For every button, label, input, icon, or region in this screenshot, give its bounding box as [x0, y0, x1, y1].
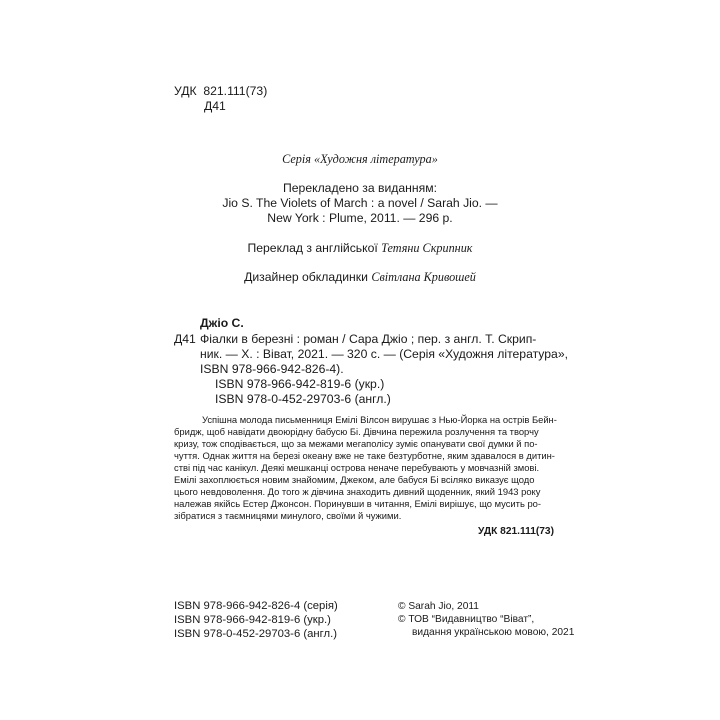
- series-line: [176, 152, 544, 167]
- translation-source-line: Перекладено за виданням:: [283, 181, 437, 195]
- catalog-mark: Д41: [174, 332, 196, 346]
- translation-source-line: New York : Plume, 2011. — 296 p.: [267, 211, 453, 225]
- catalog-description: [200, 332, 568, 407]
- annotation-udk: УДК 821.111(73): [478, 526, 554, 537]
- catalog-author: Джіо С.: [200, 316, 244, 330]
- annotation: [174, 414, 557, 522]
- series-name: «Художня література»: [313, 152, 438, 166]
- annotation-line: належав якійсь Естер Джонсон. Поринувши в читання, Емілі вирішує, що мусить ро-: [174, 498, 542, 509]
- copyright-line: © Sarah Jio, 2011: [398, 601, 479, 612]
- translation-source: [176, 181, 544, 226]
- bottom-isbn: ISBN 978-0-452-29703-6 (англ.): [174, 628, 338, 640]
- designer-line: [176, 270, 544, 285]
- annotation-line: кризу, тож сподівається, що за межами мегаполісу зуміє опанувати свої думки й по-: [174, 438, 538, 449]
- udk-code: 821.111(73): [203, 84, 268, 98]
- catalog-line: ISBN 978-966-942-826-4).: [200, 362, 344, 376]
- annotation-line: бридж, щоб навідати двоюрідну бабусю Бі. Дівчина пережила розлучення та творчу: [174, 426, 539, 437]
- annotation-line: чуття. Однак життя на березі океану вже не таке безтурботне, яким здавалося в дитин-: [174, 450, 555, 461]
- translation-source-line: Jio S. The Violets of March : a novel / Sarah Jio. —: [222, 196, 498, 210]
- designer-name: Світлана Кривошей: [371, 270, 476, 284]
- catalog-line: ник. — Х. : Віват, 2021. — 320 с. — (Серія «Художня література»,: [200, 347, 568, 361]
- annotation-line: стві під час канікул. Деякі мешканці острова неначе перебувають у мовчазній змові.: [174, 462, 540, 473]
- bottom-isbn: ISBN 978-966-942-819-6 (укр.): [174, 614, 331, 626]
- bottom-isbn-block: [174, 599, 338, 641]
- translator-line: [176, 241, 544, 256]
- udk-label: УДК: [174, 84, 197, 98]
- udk-author-mark: Д41: [204, 99, 226, 113]
- copyright-line: © ТОВ “Видавництво “Віват”,: [398, 613, 535, 625]
- udk-header: [174, 84, 267, 99]
- catalog-isbn: ISBN 978-966-942-819-6 (укр.): [215, 377, 385, 391]
- annotation-line: Успішна молода письменниця Емілі Вілсон вирушає з Нью-Йорка на острів Бейн-: [202, 414, 557, 425]
- catalog-line: Фіалки в березні : роман / Сара Джіо ; пер. з англ. Т. Скрип-: [200, 332, 537, 346]
- catalog-isbn: ISBN 978-0-452-29703-6 (англ.): [215, 392, 391, 406]
- annotation-line: Емілі захоплюється новим знайомим, Джеком, але бабуся Бі всіляко виказує щодо: [174, 474, 535, 485]
- bottom-isbn: ISBN 978-966-942-826-4 (серія): [174, 600, 338, 612]
- copyright-line: видання українською мовою, 2021: [412, 626, 575, 638]
- annotation-line: зібратися з таємницями минулого, своїми й чужими.: [174, 510, 402, 521]
- designer-prefix: Дизайнер обкладинки: [244, 270, 372, 284]
- series-prefix: Серія: [282, 152, 314, 166]
- translator-prefix: Переклад з англійської: [247, 241, 382, 255]
- annotation-line: цього невдоволення. До того ж дівчина знаходить дивний щоденник, який 1943 року: [174, 486, 541, 497]
- copyright-block: [398, 601, 574, 639]
- translator-name: Тетяни Скрипник: [381, 241, 473, 255]
